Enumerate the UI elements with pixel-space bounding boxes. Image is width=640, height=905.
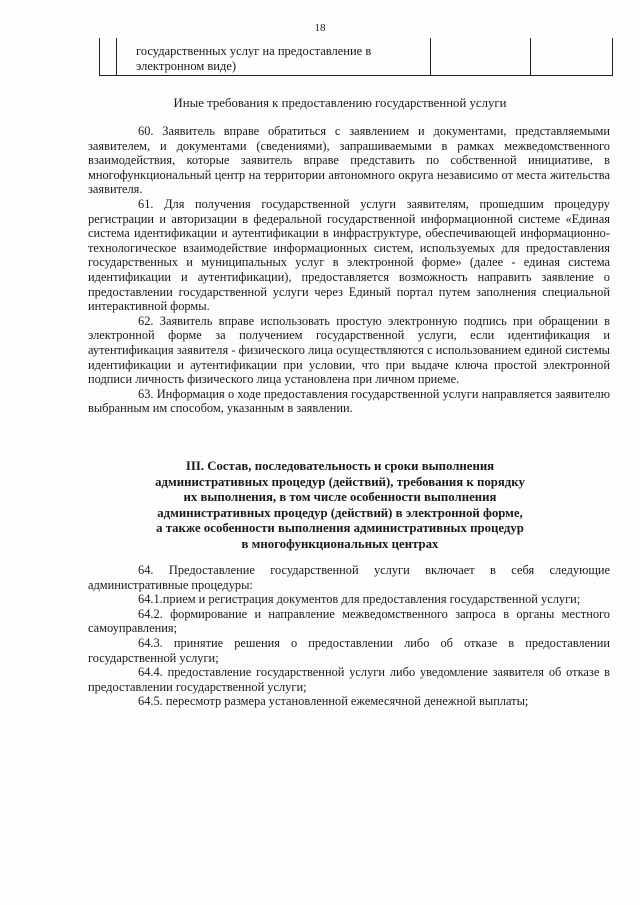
paragraph-64-4: 64.4. предоставление государственной услуги либо уведомление заявителя об отказе в предоставлении государственной услуги; <box>88 665 610 694</box>
paragraph-64-1: 64.1.прием и регистрация документов для предоставления государственной услуги; <box>138 592 581 607</box>
section-heading-line: административных процедур (действий), требования к порядку <box>155 474 525 489</box>
paragraph-64-5: 64.5. пересмотр размера установленной ежемесячной денежной выплаты; <box>138 694 529 709</box>
section-heading-line: в многофункциональных центрах <box>241 536 439 551</box>
paragraph-64-3: 64.3. принятие решения о предоставлении либо об отказе в предоставлении государственной услуги; <box>88 635 610 665</box>
section-heading-line: а также особенности выполнения административных процедур <box>156 521 524 536</box>
paragraph-60: 60. Заявитель вправе обратиться с заявлением и документами, представляемыми заявителем, и документами (сведениями), запрашиваемыми в рамках межведомственного взаимодействия, которые заявитель вправе представить по собственной инициативе, в многофункциональный центр на территории автономного округа независимо от места жительства заявителя. <box>88 124 610 197</box>
section-heading <box>100 459 580 553</box>
section-heading-line: административных процедур (действий) в электронной форме, <box>157 505 523 520</box>
subheading: Иные требования к предоставлению государственной услуги <box>173 96 507 110</box>
paragraph-63: 63. Информация о ходе предоставления государственной услуги направляется заявителю выбранным им способом, указанным в заявлении. <box>88 386 610 416</box>
paragraph-62: 62. Заявитель вправе использовать простую электронную подпись при обращении в электронной форме за получением государственной услуги, если идентификация и аутентификация заявителя - физического лица осуществляются с использованием единой системы идентификации и аутентификации при условии, что при выдаче ключа простой электронной подписи личность физического лица установлена при личном приеме. <box>88 313 610 387</box>
section-heading-line: III. Состав, последовательность и сроки выполнения <box>185 459 495 473</box>
table-column-divider <box>116 38 117 75</box>
table-column-divider <box>530 38 531 75</box>
section-heading-line: их выполнения, в том числе особенности выполнения <box>183 490 497 505</box>
paragraph-64: 64. Предоставление государственной услуги включает в себя следующие административные процедуры: <box>88 563 610 592</box>
page-number: 18 <box>314 22 326 34</box>
table-column-divider <box>430 38 431 75</box>
body-text-block-b <box>88 563 610 709</box>
paragraph-61: 61. Для получения государственной услуги заявителям, прошедшим процедуру регистрации и авторизации в федеральной государственной информационной системе «Единая система идентификации и аутентификации в инфраструктуре, обеспечивающей информационно-технологическое взаимодействие информационных систем, используемых для предоставления государственных и муниципальных услуг в электронной форме» (далее - единая система идентификации и аутентификации), предоставляется возможность направить заявление о предоставлении государственной услуги через Единый портал путем заполнения специальной интерактивной формы. <box>88 196 610 314</box>
paragraph-64-2: 64.2. формирование и направление межведомственного запроса в органы местного самоуправления; <box>88 606 610 636</box>
table-fragment <box>99 38 613 76</box>
table-cell-text: государственных услуг на предоставление в электронном виде) <box>136 44 372 73</box>
body-text-block-a <box>88 124 610 416</box>
